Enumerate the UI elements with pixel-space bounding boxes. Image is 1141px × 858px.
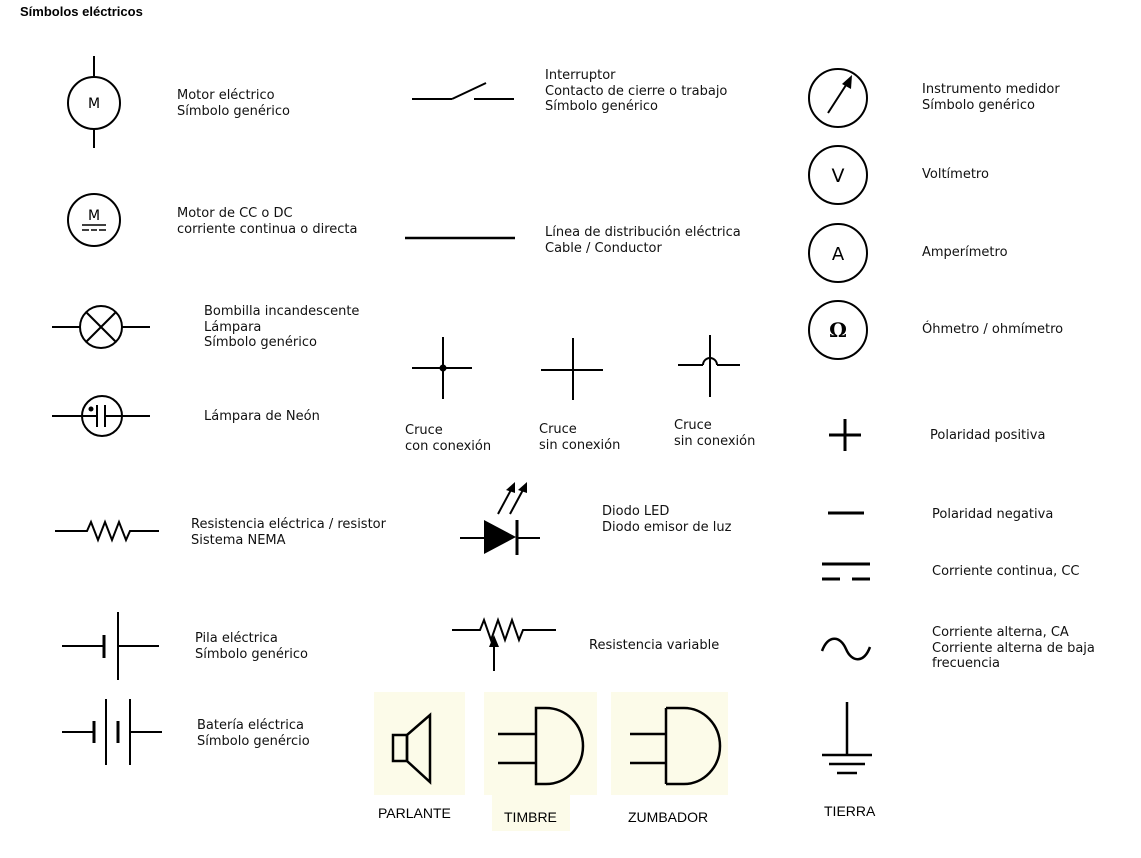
- ammeter-icon: [806, 222, 870, 286]
- lamp-icon: [52, 305, 152, 351]
- label-line: Símbolo genérico: [204, 335, 317, 350]
- lamp-label: [204, 304, 359, 351]
- label-line: Corriente continua, CC: [932, 564, 1080, 579]
- voltmeter-glyph: V: [831, 165, 845, 187]
- variable-resistor-label: [589, 638, 719, 654]
- dc-motor-icon: [60, 192, 130, 252]
- variable-resistor-icon: [452, 615, 560, 673]
- label-line: sin conexión: [539, 437, 621, 453]
- label-line: Polaridad positiva: [930, 428, 1046, 443]
- battery-label: [197, 718, 310, 749]
- bell-icon: [496, 705, 584, 787]
- motor-glyph: M: [87, 96, 101, 112]
- minus-icon: [826, 508, 866, 518]
- neon-lamp-icon: [52, 395, 152, 439]
- cross-jump-icon: [678, 335, 742, 399]
- label-line: Símbolo genérico: [195, 646, 308, 662]
- label-line: Símbolo genérico: [177, 103, 290, 119]
- wire-icon: [405, 233, 517, 243]
- label-line: Cable / Conductor: [545, 240, 662, 256]
- cell-icon: [62, 610, 162, 682]
- ohmmeter-icon: [806, 299, 870, 363]
- buzzer-icon: [626, 705, 722, 787]
- ammeter-glyph: A: [831, 244, 845, 265]
- ac-current-label: [932, 625, 1095, 672]
- plus-icon: [827, 418, 863, 454]
- motor-label: [177, 88, 290, 119]
- label-line: sin conexión: [674, 433, 756, 449]
- label-line: Diodo emisor de luz: [602, 519, 732, 535]
- label-line: Cruce: [405, 423, 443, 438]
- label-line: Bombilla incandescente: [204, 304, 360, 319]
- switch-label: [545, 68, 727, 115]
- label-line: Polaridad negativa: [932, 507, 1054, 522]
- led-label: [602, 504, 731, 535]
- label-line: Contacto de cierre o trabajo: [545, 83, 728, 99]
- meter-label: [922, 82, 1060, 113]
- page-title: Símbolos eléctricos: [20, 4, 143, 19]
- wire-label: [545, 225, 741, 256]
- label-line: Resistencia variable: [589, 638, 720, 653]
- label-line: Símbolo genérico: [545, 99, 658, 114]
- buzzer-caption: ZUMBADOR: [628, 809, 709, 825]
- label-line: Cruce: [539, 422, 577, 437]
- label-line: Amperímetro: [922, 245, 1008, 260]
- label-line: Interruptor: [545, 68, 616, 83]
- cross-connected-icon: [412, 337, 474, 401]
- resistor-label: [191, 517, 386, 548]
- negative-label: [932, 507, 1053, 523]
- cross-jump-label: [674, 418, 755, 449]
- cross-connected-label: [405, 423, 491, 454]
- label-line: Diodo LED: [602, 504, 670, 519]
- ohmmeter-label: [922, 322, 1063, 338]
- label-line: Sistema NEMA: [191, 532, 286, 548]
- cell-label: [195, 631, 308, 662]
- label-line: Motor de CC o DC: [177, 206, 293, 221]
- ground-icon: [820, 702, 874, 778]
- voltmeter-icon: [806, 144, 870, 208]
- ac-current-icon: [820, 635, 872, 663]
- label-line: con conexión: [405, 438, 492, 454]
- meter-icon: [806, 67, 870, 131]
- label-line: Lámpara de Neón: [204, 409, 320, 424]
- bell-caption: TIMBRE: [504, 809, 557, 825]
- dc-motor-glyph: M: [87, 208, 101, 224]
- ohmmeter-glyph: Ω: [829, 318, 847, 342]
- label-line: Óhmetro / ohmímetro: [922, 322, 1064, 337]
- label-line: Símbolo genérico: [922, 97, 1035, 113]
- label-line: Corriente alterna, CA: [932, 625, 1069, 640]
- label-line: Motor eléctrico: [177, 88, 275, 103]
- cross-unconnected-label: [539, 422, 620, 453]
- label-line: Lámpara: [204, 319, 262, 335]
- dc-motor-label: [177, 206, 357, 237]
- motor-icon: [60, 56, 130, 151]
- label-line: Línea de distribución eléctrica: [545, 225, 741, 240]
- resistor-icon: [55, 518, 161, 544]
- cross-unconnected-icon: [541, 338, 605, 402]
- ground-caption: TIERRA: [824, 803, 876, 819]
- label-line: Instrumento medidor: [922, 82, 1060, 97]
- neon-lamp-label: [204, 409, 320, 425]
- battery-icon: [62, 695, 164, 769]
- label-line: Corriente alterna de baja: [932, 640, 1095, 656]
- label-line: Batería eléctrica: [197, 718, 304, 733]
- label-line: Símbolo genércio: [197, 733, 310, 749]
- dc-current-icon: [820, 560, 872, 584]
- speaker-icon: [390, 712, 440, 786]
- label-line: Cruce: [674, 418, 712, 433]
- label-line: Voltímetro: [922, 167, 989, 182]
- speaker-caption: PARLANTE: [378, 805, 451, 821]
- voltmeter-label: [922, 167, 989, 183]
- label-line: Resistencia eléctrica / resistor: [191, 517, 386, 532]
- label-line: Pila eléctrica: [195, 631, 278, 646]
- switch-icon: [412, 80, 516, 104]
- label-line: frecuencia: [932, 656, 1000, 671]
- positive-label: [930, 428, 1045, 444]
- label-line: corriente continua o directa: [177, 221, 358, 237]
- ammeter-label: [922, 245, 1008, 261]
- led-icon: [460, 480, 544, 556]
- dc-current-label: [932, 564, 1079, 580]
